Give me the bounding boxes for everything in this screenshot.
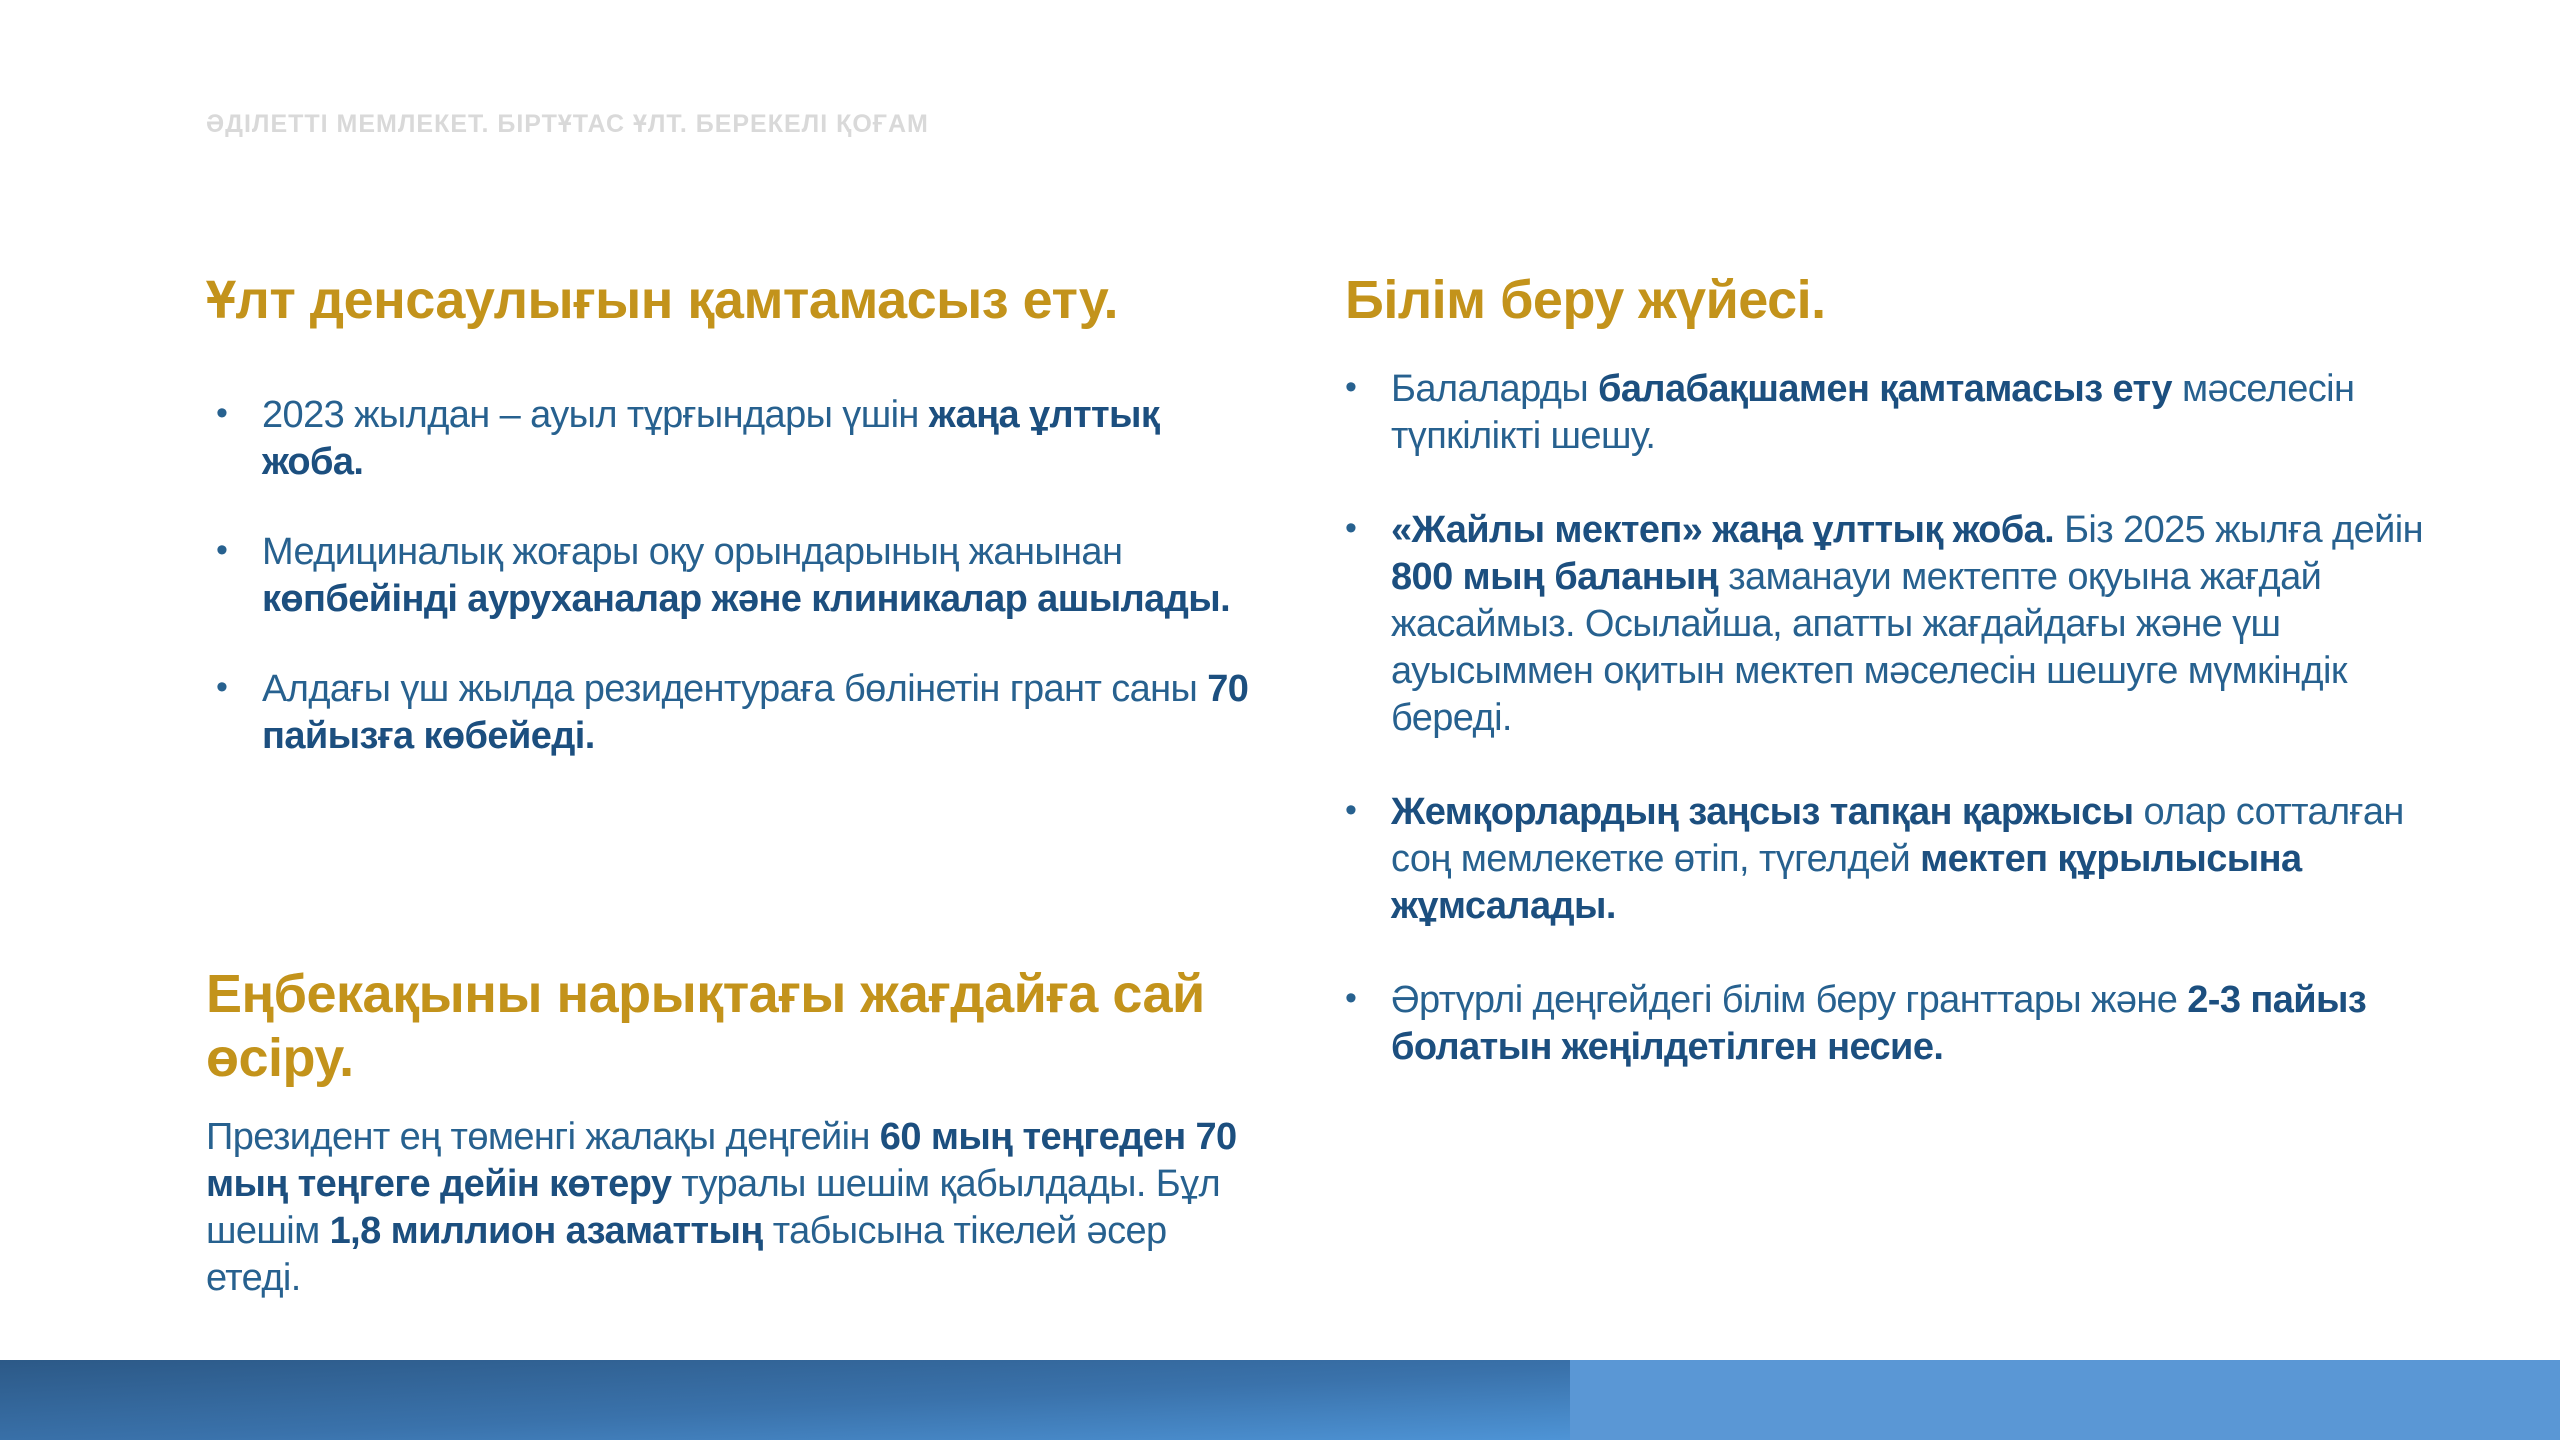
bold-text-run: 70 пайызға көбейеді. <box>262 668 1249 757</box>
text-run: Президент ең төменгі жалақы деңгейін <box>206 1116 880 1158</box>
wages-paragraph <box>206 1114 1246 1302</box>
bullet-item <box>206 529 1251 623</box>
bullet-item <box>206 392 1251 486</box>
section-title-education: Білім беру жүйесі. <box>1345 270 1826 331</box>
text-run: Әртүрлі деңгейдегі білім беру гранттары және <box>1391 979 2188 1021</box>
text-run: Медициналық жоғары оқу орындарының жанынан <box>262 531 1123 573</box>
health-bullet-list <box>206 392 1251 803</box>
text-run: заманауи мектепте оқуына жағдай жасаймыз. Осылайша, апатты жағдайдағы және үш ауысыммен оқитын мектеп мәселесін шешуге мүмкіндік береді. <box>1391 556 2347 739</box>
section-title-wages: Еңбекақыны нарықтағы жағдайға сай өсіру. <box>206 964 1205 1089</box>
bottom-bar-flat-segment <box>1570 1360 2560 1440</box>
text-run: Балаларды <box>1391 368 1598 410</box>
bullet-item <box>1335 507 2430 742</box>
bold-text-run: көпбейінді ауруханалар және клиникалар ашылады. <box>262 578 1231 620</box>
text-run: мәселесін түпкілікті шешу. <box>1391 368 2355 457</box>
bullet-item <box>1335 977 2430 1071</box>
text-run: Алдағы үш жылда резидентураға бөлінетін грант саны <box>262 668 1208 710</box>
bold-text-run: жаңа ұлттық жоба. <box>262 394 1160 483</box>
bullet-item <box>206 666 1251 760</box>
bold-text-run: балабақшамен қамтамасыз ету <box>1598 368 2172 410</box>
bold-text-run: Жемқорлардың заңсыз тапқан қаржысы <box>1391 791 2134 833</box>
bold-text-run: 1,8 миллион азаматтың <box>329 1210 763 1252</box>
bullet-item <box>1335 789 2430 930</box>
bottom-bar <box>0 1360 2560 1440</box>
bullet-item <box>1335 366 2430 460</box>
section-title-health: Ұлт денсаулығын қамтамасыз ету. <box>206 270 1119 331</box>
bold-text-run: мектеп құрылысына жұмсалады. <box>1391 838 2302 927</box>
slide-slogan: ӘДІЛЕТТІ МЕМЛЕКЕТ. БІРТҰТАС ҰЛТ. БЕРЕКЕЛІ ҚОҒАМ <box>206 110 929 138</box>
text-run: олар сотталған соң мемлекетке өтіп, түгелдей <box>1391 791 2404 880</box>
text-run: табысына тікелей әсер етеді. <box>206 1210 1167 1299</box>
text-run: 2023 жылдан – ауыл тұрғындары үшін <box>262 394 929 436</box>
bottom-bar-gradient-segment <box>0 1360 1570 1440</box>
education-bullet-list <box>1335 366 2430 1118</box>
text-run: Біз 2025 жылға дейін <box>2054 509 2423 551</box>
bold-text-run: 800 мың баланың <box>1391 556 1719 598</box>
bold-text-run: 60 мың теңгеден 70 мың теңгеге дейін көтеру <box>206 1116 1237 1205</box>
text-run: туралы шешім қабылдады. Бұл шешім <box>206 1163 1221 1252</box>
bold-text-run: «Жайлы мектеп» жаңа ұлттық жоба. <box>1391 509 2055 551</box>
bold-text-run: 2-3 пайыз болатын жеңілдетілген несие. <box>1391 979 2367 1068</box>
